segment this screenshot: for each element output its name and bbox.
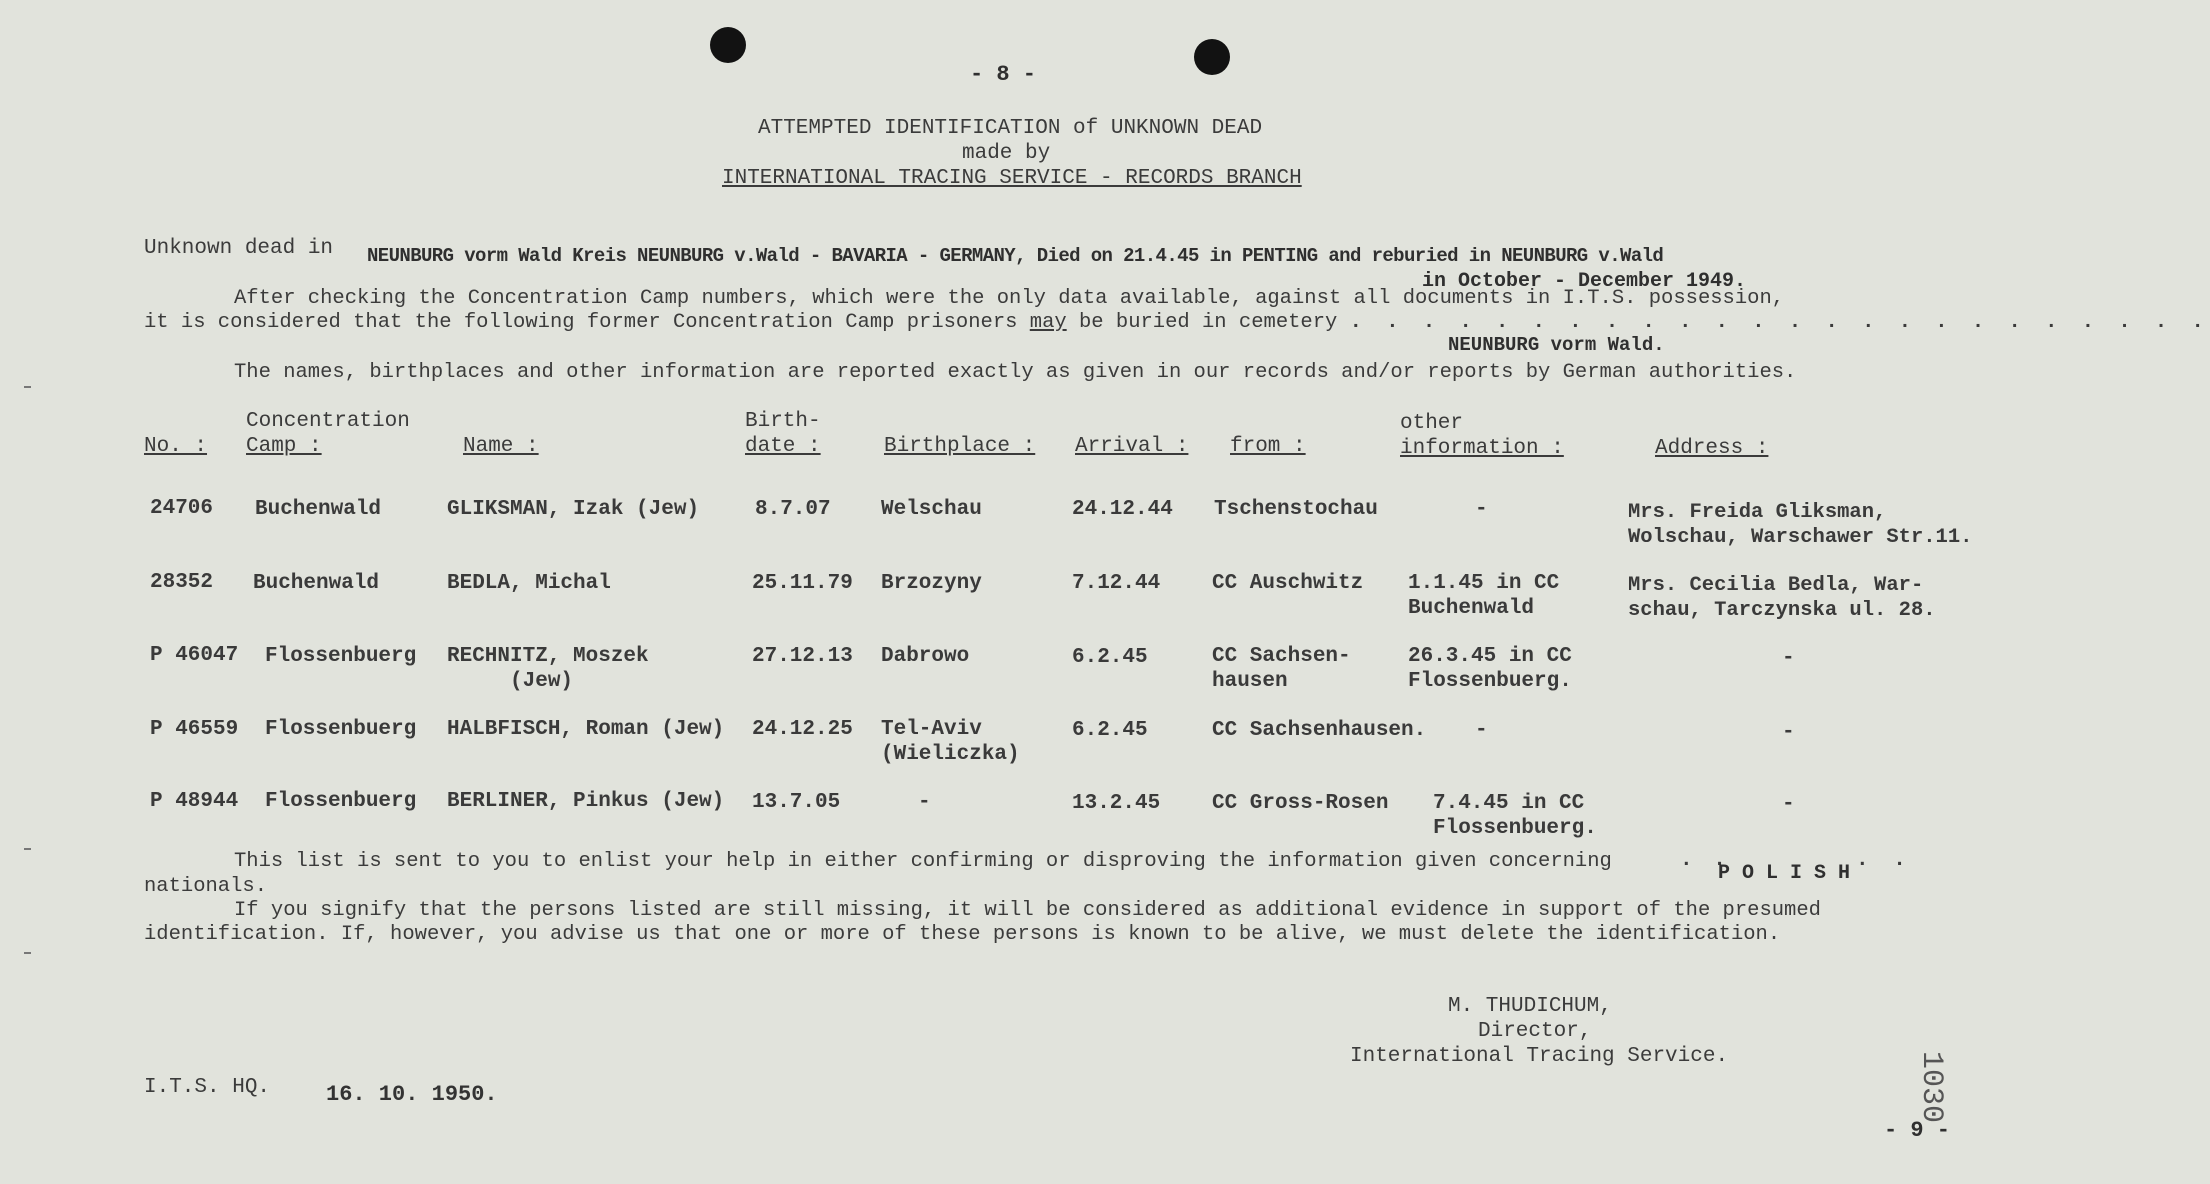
cell-name: HALBFISCH, Roman (Jew) bbox=[447, 718, 725, 741]
unknown-dead-label: Unknown dead in bbox=[144, 237, 334, 260]
col-header-camp-top: Concentration bbox=[246, 410, 410, 433]
cell-address: - bbox=[1782, 647, 1795, 670]
reburial-dates: in October - December 1949. bbox=[1422, 270, 1747, 293]
col-header-birth-top: Birth- bbox=[745, 410, 821, 433]
signatory-organization: International Tracing Service. bbox=[1350, 1045, 1729, 1068]
cell-from: CC Gross-Rosen bbox=[1212, 792, 1389, 815]
col-header-other-top: other bbox=[1400, 412, 1464, 435]
date-stamp: 16. 10. 1950. bbox=[326, 1082, 498, 1107]
cell-birthplace: - bbox=[918, 791, 931, 814]
cell-address: Mrs. Cecilia Bedla, War- schau, Tarczynska ul. 28. bbox=[1628, 574, 1936, 622]
cell-arrival: 7.12.44 bbox=[1072, 572, 1161, 595]
cell-birthdate: 27.12.13 bbox=[752, 645, 853, 668]
cell-no: P 46559 bbox=[150, 718, 239, 741]
punch-hole-right bbox=[1194, 39, 1230, 75]
cell-birthplace: Tel-Aviv (Wieliczka) bbox=[881, 718, 1020, 766]
col-header-address: Address : bbox=[1655, 437, 1769, 460]
cell-other: 7.4.45 in CC Flossenbuerg. bbox=[1433, 792, 1597, 840]
unknown-dead-place: NEUNBURG vorm Wald Kreis NEUNBURG v.Wald - BAVARIA - GERMANY, Died on 21.4.45 in PENTING and reburied in NEUNBURG v.Wald bbox=[367, 245, 1664, 267]
deletion-paragraph-line1: If you signify that the persons listed are still missing, it will be considered as additional evidence in support of the presumed bbox=[234, 899, 1821, 922]
cell-from: Tschenstochau bbox=[1214, 498, 1378, 521]
dotted-leader-short: . . bbox=[1680, 849, 1730, 872]
cell-other: - bbox=[1475, 719, 1488, 742]
intro-paragraph-line1: After checking the Concentration Camp numbers, which were the only data available, against all documents in I.T.S. possession, bbox=[234, 287, 1785, 310]
cell-birthdate: 25.11.79 bbox=[752, 572, 853, 595]
cell-arrival: 13.2.45 bbox=[1072, 792, 1161, 815]
cell-camp: Flossenbuerg bbox=[265, 645, 417, 668]
cell-arrival: 6.2.45 bbox=[1072, 646, 1148, 669]
cell-other: 1.1.45 in CC Buchenwald bbox=[1408, 572, 1560, 620]
cell-birthplace: Dabrowo bbox=[881, 645, 970, 668]
col-header-birthplace: Birthplace : bbox=[884, 435, 1036, 458]
cell-name: RECHNITZ, Moszek (Jew) bbox=[447, 645, 649, 693]
cell-other: 26.3.45 in CC Flossenbuerg. bbox=[1408, 645, 1572, 693]
page-number: - 8 - bbox=[970, 62, 1037, 87]
col-header-other: information : bbox=[1400, 437, 1564, 460]
margin-mark bbox=[24, 848, 31, 850]
cell-no: 28352 bbox=[150, 571, 214, 594]
dotted-leader: . . . . . . . . . . . . . . . . . . . . . . . . bbox=[1349, 311, 2210, 334]
cell-from: CC Auschwitz bbox=[1212, 572, 1364, 595]
header-made-by: made by bbox=[962, 142, 1051, 165]
intro-may: may bbox=[1029, 311, 1067, 334]
dotted-leader-end: . . bbox=[1856, 849, 1912, 872]
col-header-name: Name : bbox=[463, 435, 539, 458]
cell-camp: Flossenbuerg bbox=[265, 718, 417, 741]
cell-birthdate: 24.12.25 bbox=[752, 718, 853, 741]
intro-paragraph-line2 bbox=[144, 311, 2210, 334]
margin-mark bbox=[24, 386, 31, 388]
signatory-title: Director, bbox=[1478, 1020, 1592, 1043]
cell-birthplace: Welschau bbox=[881, 498, 982, 521]
col-header-arrival: Arrival : bbox=[1075, 435, 1189, 458]
col-header-camp: Camp : bbox=[246, 435, 322, 458]
cell-birthdate: 8.7.07 bbox=[755, 498, 831, 521]
cell-camp: Buchenwald bbox=[253, 572, 380, 595]
closing-paragraph-line1: This list is sent to you to enlist your help in either confirming or disproving the information given concerning bbox=[234, 850, 1612, 873]
col-header-from: from : bbox=[1230, 435, 1306, 458]
signatory-name: M. THUDICHUM, bbox=[1448, 995, 1612, 1018]
cell-other: - bbox=[1475, 498, 1488, 521]
margin-mark bbox=[24, 952, 31, 954]
deletion-paragraph-line2: identification. If, however, you advise us that one or more of these persons is known to be alive, we must delete the identification. bbox=[144, 923, 1781, 946]
cell-address: - bbox=[1782, 721, 1795, 744]
cell-no: P 48944 bbox=[150, 790, 239, 813]
cell-no: 24706 bbox=[150, 497, 214, 520]
cell-address: Mrs. Freida Gliksman, Wolschau, Warschawer Str.11. bbox=[1628, 501, 1973, 549]
col-header-birthdate: date : bbox=[745, 435, 821, 458]
cell-address: - bbox=[1782, 793, 1795, 816]
side-number: 1030 bbox=[1914, 1050, 1949, 1124]
cell-arrival: 6.2.45 bbox=[1072, 719, 1148, 742]
cell-from: CC Sachsenhausen. bbox=[1212, 719, 1427, 742]
cell-camp: Flossenbuerg bbox=[265, 790, 417, 813]
intro-text-a: it is considered that the following former Concentration Camp prisoners bbox=[144, 311, 1018, 334]
cell-birthplace: Brzozyny bbox=[881, 572, 982, 595]
closing-paragraph-line2: nationals. bbox=[144, 875, 268, 898]
nationality: P O L I S H bbox=[1718, 862, 1851, 885]
cell-from: CC Sachsen- hausen bbox=[1212, 645, 1351, 693]
cell-name: BERLINER, Pinkus (Jew) bbox=[447, 790, 725, 813]
cell-no: P 46047 bbox=[150, 644, 239, 667]
cell-camp: Buchenwald bbox=[255, 498, 382, 521]
intro-text-b: be buried in cemetery bbox=[1078, 311, 1338, 334]
records-note: The names, birthplaces and other information are reported exactly as given in our records and/or reports by German authorities. bbox=[234, 361, 1797, 384]
cell-name: BEDLA, Michal bbox=[447, 572, 611, 595]
cell-arrival: 24.12.44 bbox=[1072, 498, 1173, 521]
header-organization: INTERNATIONAL TRACING SERVICE - RECORDS BRANCH bbox=[722, 167, 1302, 190]
cemetery-name: NEUNBURG vorm Wald. bbox=[1448, 334, 1665, 356]
punch-hole-left bbox=[710, 27, 746, 63]
cell-name: GLIKSMAN, Izak (Jew) bbox=[447, 498, 700, 521]
cell-birthdate: 13.7.05 bbox=[752, 791, 841, 814]
bottom-page-number: - 9 - bbox=[1884, 1118, 1951, 1143]
header-title: ATTEMPTED IDENTIFICATION of UNKNOWN DEAD bbox=[758, 117, 1263, 140]
hq-label: I.T.S. HQ. bbox=[144, 1076, 271, 1099]
col-header-no: No. : bbox=[144, 435, 208, 458]
